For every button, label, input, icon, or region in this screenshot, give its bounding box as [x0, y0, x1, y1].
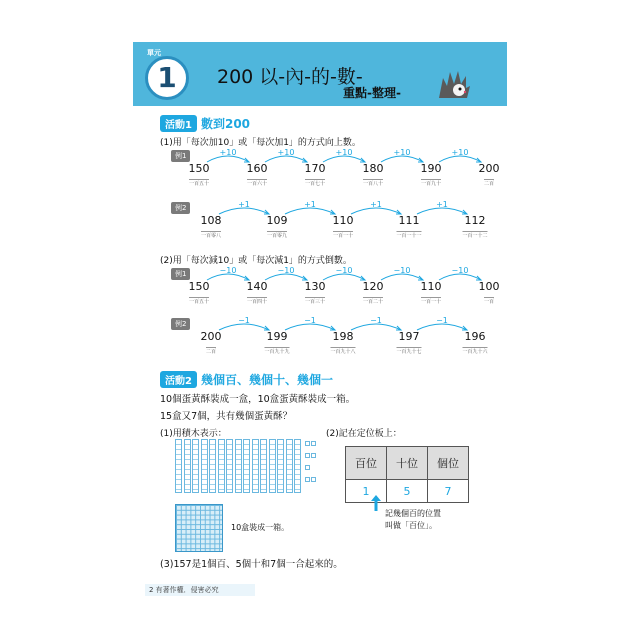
number-150: 150 — [188, 162, 210, 175]
number-170: 170 — [304, 162, 326, 175]
hundreds-note — [385, 508, 441, 532]
activity1-title: 數到200 — [200, 116, 251, 131]
ten-rod — [184, 439, 191, 493]
step-label: +10 — [451, 148, 469, 157]
number-110: 110 — [332, 214, 354, 227]
ten-rod — [243, 439, 250, 493]
step-label: +1 — [436, 200, 448, 209]
number-caption: 一百一十二 — [462, 233, 488, 239]
number-caption: 一百六十 — [246, 181, 268, 187]
number-caption: 一百八十 — [362, 181, 384, 187]
unit-cube — [311, 477, 316, 482]
example1-label: 例1 — [171, 150, 190, 162]
activity1-question1: (1)用「每次加10」或「每次加1」的方式向上數。 — [160, 138, 361, 148]
number-196: 196 — [464, 330, 486, 343]
unit-subtitle: 重點-整理- — [343, 86, 401, 100]
number-caption: 一百四十 — [246, 299, 268, 305]
step-label: −10 — [451, 266, 469, 275]
down_tens-arcs — [169, 266, 499, 310]
unit-cube — [311, 453, 316, 458]
number-caption: 一百九十六 — [462, 349, 488, 355]
number-caption: 一百三十 — [304, 299, 326, 305]
count-down-ones-row — [169, 316, 499, 360]
hedgehog-mascot-icon — [437, 70, 471, 102]
activity1-badge: 活動1 — [160, 115, 197, 132]
ten-rod — [294, 439, 301, 493]
step-label: +10 — [219, 148, 237, 157]
activity2-question1: (1)用積木表示： — [160, 429, 227, 439]
number-198: 198 — [332, 330, 354, 343]
ten-rod — [226, 439, 233, 493]
step-label: −10 — [393, 266, 411, 275]
ones-value: 7 — [428, 480, 469, 503]
number-caption: 二百 — [205, 349, 217, 355]
ones-header: 個位 — [428, 447, 469, 480]
ten-rods-blocks — [175, 439, 315, 493]
number-caption: 一百九十九 — [264, 349, 290, 355]
activity2-line2: 15盒又7個，共有幾個蛋黃酥？ — [160, 411, 293, 422]
step-label: −10 — [335, 266, 353, 275]
count-down-tens-row — [169, 266, 499, 310]
activity2-badge: 活動2 — [160, 371, 197, 388]
number-caption: 一百七十 — [304, 181, 326, 187]
number-caption: 一百 — [483, 299, 495, 305]
ten-rod — [260, 439, 267, 493]
number-160: 160 — [246, 162, 268, 175]
step-label: −1 — [370, 316, 382, 325]
ten-rod — [192, 439, 199, 493]
number-180: 180 — [362, 162, 384, 175]
activity2-question3: (3)157是1個百、5個十和7個一合起來的。 — [160, 559, 343, 570]
number-caption: 一百九十七 — [396, 349, 422, 355]
step-label: +1 — [238, 200, 250, 209]
unit-cube — [305, 441, 310, 446]
activity2-line1: 10個蛋黃酥裝成一盒，10盒蛋黃酥裝成一箱。 — [160, 394, 356, 405]
activity1-heading — [160, 115, 250, 131]
number-caption: 一百九十八 — [330, 349, 356, 355]
hundreds-header: 百位 — [346, 447, 387, 480]
step-label: +10 — [277, 148, 295, 157]
number-100: 100 — [478, 280, 500, 293]
count-up-ones-row — [169, 200, 499, 244]
step-label: −1 — [238, 316, 250, 325]
workbook-page — [133, 42, 507, 600]
number-190: 190 — [420, 162, 442, 175]
activity1-question2: (2)用「每次減10」或「每次減1」的方式倒數。 — [160, 256, 352, 266]
tens-header: 十位 — [387, 447, 428, 480]
number-150: 150 — [188, 280, 210, 293]
example2-label: 例2 — [171, 202, 190, 214]
hundreds-note-line2: 叫做「百位」。 — [385, 521, 437, 530]
activity2-title: 幾個百、幾個十、幾個一 — [200, 372, 333, 387]
step-label: −10 — [219, 266, 237, 275]
number-caption: 一百一十 — [332, 233, 354, 239]
hundreds-note-line1: 記幾個百的位置 — [385, 509, 441, 518]
count-up-tens-row — [169, 148, 499, 192]
step-label: −1 — [436, 316, 448, 325]
number-caption: 一百一十一 — [396, 233, 422, 239]
number-109: 109 — [266, 214, 288, 227]
unit-tag: 單元 — [147, 49, 161, 57]
unit-number: 1 — [157, 61, 177, 94]
hundred-flat-block — [175, 504, 223, 552]
step-label: +1 — [304, 200, 316, 209]
number-111: 111 — [398, 214, 420, 227]
footer-text: 2 有著作權．侵害必究 — [149, 586, 219, 594]
number-caption: 一百零八 — [200, 233, 222, 239]
number-caption: 二百 — [483, 181, 495, 187]
unit-cube — [305, 465, 310, 470]
number-caption: 一百五十 — [188, 299, 210, 305]
ten-rod — [277, 439, 284, 493]
number-caption: 一百零九 — [266, 233, 288, 239]
number-108: 108 — [200, 214, 222, 227]
example2-label-down: 例2 — [171, 318, 190, 330]
ten-rod — [218, 439, 225, 493]
number-197: 197 — [398, 330, 420, 343]
number-130: 130 — [304, 280, 326, 293]
activity2-heading — [160, 371, 333, 387]
step-label: −10 — [277, 266, 295, 275]
unit-cube — [305, 453, 310, 458]
step-label: −1 — [304, 316, 316, 325]
ten-rod — [286, 439, 293, 493]
up_tens-arcs — [169, 148, 499, 192]
step-label: +10 — [335, 148, 353, 157]
number-caption: 一百五十 — [188, 181, 210, 187]
tens-value: 5 — [387, 480, 428, 503]
place-value-table — [345, 446, 469, 503]
ten-rod — [252, 439, 259, 493]
arrow-up-icon — [371, 495, 381, 511]
number-140: 140 — [246, 280, 268, 293]
number-caption: 一百二十 — [362, 299, 384, 305]
unit-title: 200 以-內-的-數- — [217, 66, 363, 88]
ten-rod — [269, 439, 276, 493]
step-label: +10 — [393, 148, 411, 157]
number-199: 199 — [266, 330, 288, 343]
number-110: 110 — [420, 280, 442, 293]
unit-cube — [311, 441, 316, 446]
page-footer — [133, 582, 507, 598]
ten-rod — [235, 439, 242, 493]
unit-header — [133, 42, 507, 106]
example1-label-down: 例1 — [171, 268, 190, 280]
activity2-question2: (2)記在定位板上： — [326, 429, 402, 439]
number-caption: 一百一十 — [420, 299, 442, 305]
number-112: 112 — [464, 214, 486, 227]
number-200: 200 — [478, 162, 500, 175]
number-200: 200 — [200, 330, 222, 343]
unit-cube — [305, 477, 310, 482]
ten-rod — [175, 439, 182, 493]
ten-rod — [201, 439, 208, 493]
number-120: 120 — [362, 280, 384, 293]
step-label: +1 — [370, 200, 382, 209]
hundreds-value: 1 — [346, 480, 387, 503]
flat-label: 10盒裝成一箱。 — [231, 523, 290, 532]
ten-rod — [209, 439, 216, 493]
number-caption: 一百九十 — [420, 181, 442, 187]
